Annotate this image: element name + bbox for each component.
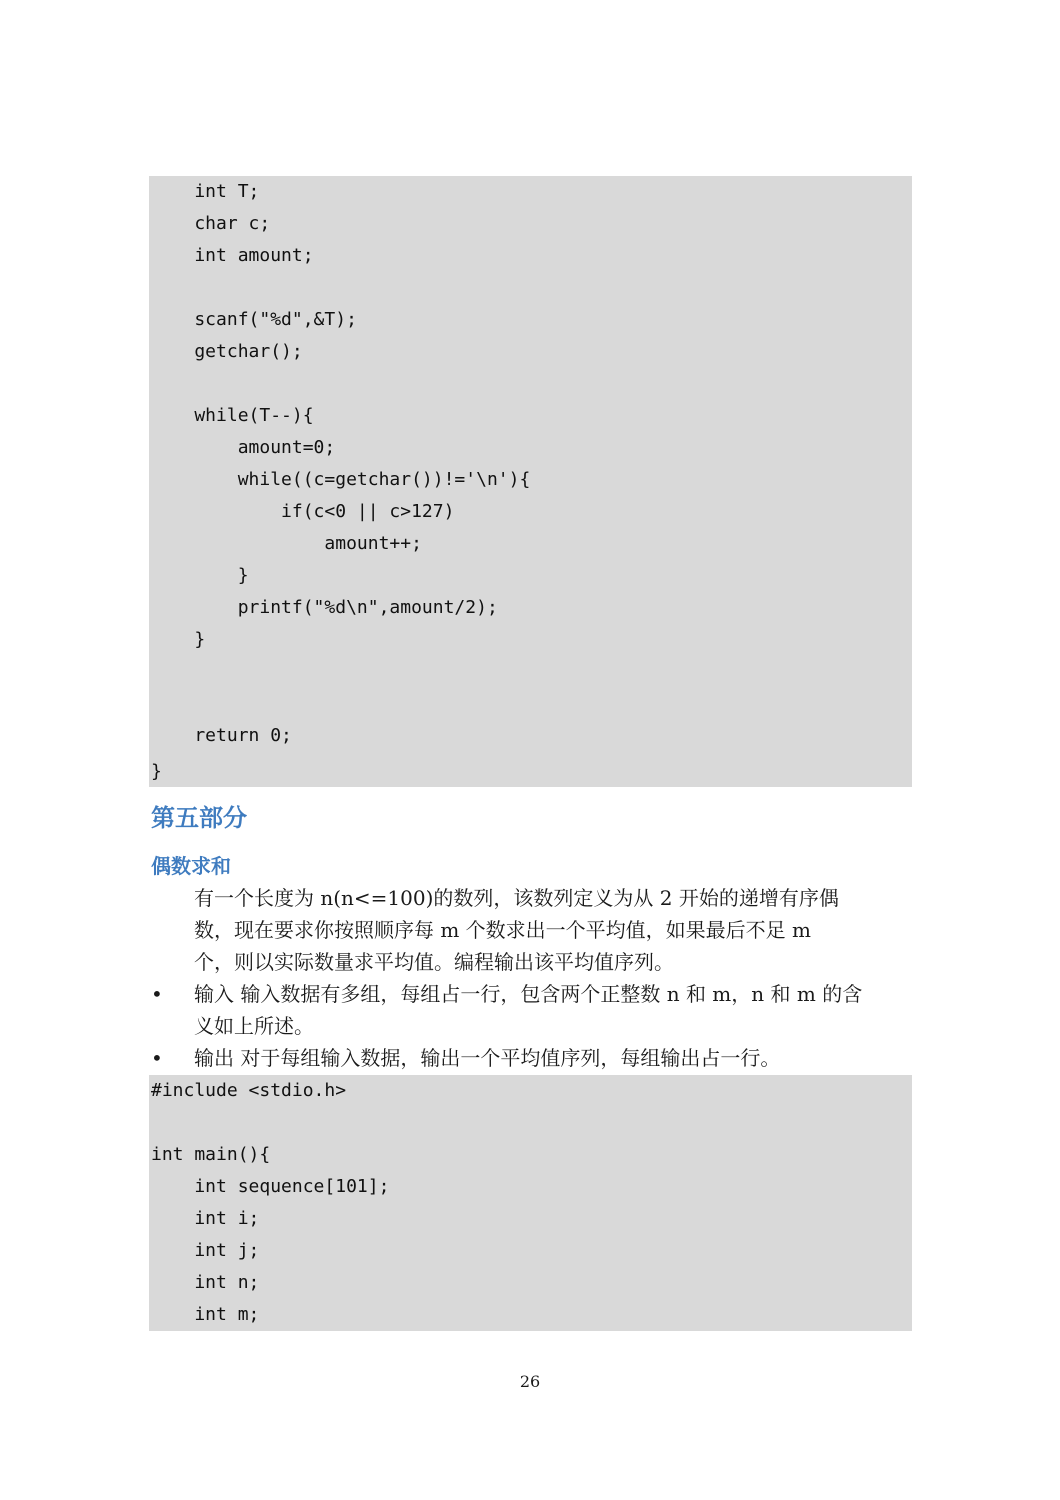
code-line: printf("%d\n",amount/2);: [151, 597, 498, 618]
paragraph-line: 有一个长度为 n(n<=100)的数列，该数列定义为从 2 开始的递增有序偶: [194, 886, 839, 910]
code-line: #include <stdio.h>: [151, 1080, 347, 1101]
code-line: int j;: [151, 1240, 260, 1261]
bullet-line: 输入 输入数据有多组，每组占一行，包含两个正整数 n 和 m，n 和 m 的含: [194, 982, 863, 1006]
code-block-1: [149, 176, 912, 787]
paragraph-line: 数，现在要求你按照顺序每 m 个数求出一个平均值，如果最后不足 m: [194, 918, 812, 942]
code-line: }: [151, 629, 206, 650]
code-line: getchar();: [151, 341, 303, 362]
bullet-line: 输出 对于每组输入数据，输出一个平均值序列，每组输出占一行。: [194, 1046, 781, 1070]
code-line: int m;: [151, 1304, 260, 1325]
bullet-marker: •: [151, 1046, 163, 1070]
code-line: }: [151, 565, 249, 586]
bullet-marker: •: [151, 982, 163, 1006]
code-line: amount=0;: [151, 437, 336, 458]
problem-title: 偶数求和: [151, 854, 231, 878]
code-line: scanf("%d",&T);: [151, 309, 357, 330]
code-line: return 0;: [151, 725, 292, 746]
code-line: int main(){: [151, 1144, 271, 1165]
code-line: amount++;: [151, 533, 422, 554]
code-line: char c;: [151, 213, 271, 234]
code-line: int sequence[101];: [151, 1176, 390, 1197]
code-line: while(T--){: [151, 405, 314, 426]
paragraph-line: 个，则以实际数量求平均值。编程输出该平均值序列。: [194, 950, 674, 974]
code-line: if(c<0 || c>127): [151, 501, 455, 522]
code-line: while((c=getchar())!='\n'){: [151, 469, 531, 490]
section-heading: 第五部分: [151, 804, 247, 832]
page-number: 26: [519, 1372, 541, 1391]
code-block-2: [149, 1075, 912, 1331]
code-line: int amount;: [151, 245, 314, 266]
code-line: int T;: [151, 181, 260, 202]
closing-brace: }: [151, 761, 162, 782]
code-line: int n;: [151, 1272, 260, 1293]
code-line: int i;: [151, 1208, 260, 1229]
bullet-line: 义如上所述。: [194, 1014, 314, 1038]
